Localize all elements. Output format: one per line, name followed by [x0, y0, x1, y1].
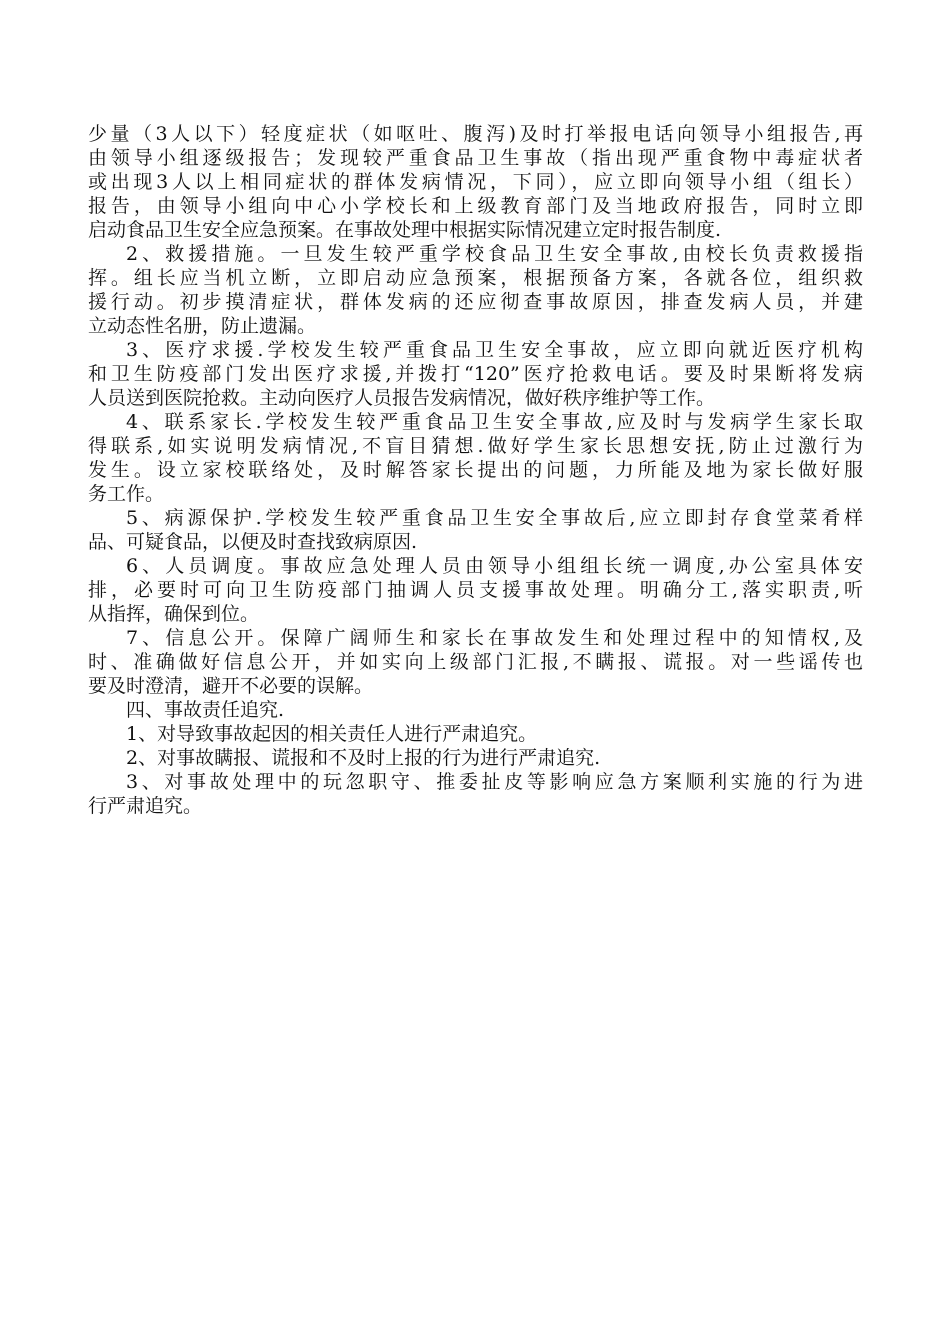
text-line: 或出现3人以上相同症状的群体发病情况，下同），应立即向领导小组（组长） — [88, 171, 863, 193]
paragraph-line: 6、人员调度。事故应急处理人员由领导小组组长统一调度,办公室具体安 — [126, 555, 863, 577]
text-line: 援行动。初步摸清症状，群体发病的还应彻查事故原因，排查发病人员，并建 — [88, 291, 863, 313]
text-line: 少量（3人以下）轻度症状（如呕吐、腹泻)及时打举报电话向领导小组报告,再 — [88, 123, 863, 145]
text-line: 立动态性名册，防止遗漏。 — [88, 315, 317, 337]
section-heading: 四、事故责任追究. — [126, 699, 285, 721]
text-line: 挥。组长应当机立断，立即启动应急预案，根据预备方案，各就各位，组织救 — [88, 267, 863, 289]
text-line: 务工作。 — [88, 483, 165, 505]
text-line: 启动食品卫生安全应急预案。在事故处理中根据实际情况建立定时报告制度. — [88, 219, 722, 241]
text-line: 行严肃追究。 — [88, 795, 203, 817]
text-line: 时、准确做好信息公开，并如实向上级部门汇报,不瞒报、谎报。对一些谣传也 — [88, 651, 863, 673]
paragraph-line: 2、救援措施。一旦发生较严重学校食品卫生安全事故,由校长负责救援指 — [126, 243, 863, 265]
paragraph-line: 4、联系家长.学校发生较严重食品卫生安全事故,应及时与发病学生家长取 — [126, 411, 863, 433]
text-line: 排，必要时可向卫生防疫部门抽调人员支援事故处理。明确分工,落实职责,听 — [88, 579, 863, 601]
paragraph-line: 3、对事故处理中的玩忽职守、推委扯皮等影响应急方案顺利实施的行为进 — [126, 771, 863, 793]
document-body — [88, 122, 863, 818]
text-line: 品、可疑食品，以便及时查找致病原因. — [88, 531, 418, 553]
text-line: 从指挥，确保到位。 — [88, 603, 260, 625]
paragraph-line: 7、信息公开。保障广阔师生和家长在事故发生和处理过程中的知情权,及 — [126, 627, 863, 649]
paragraph-line: 5、病源保护.学校发生较严重食品卫生安全事故后,应立即封存食堂菜肴样 — [126, 507, 863, 529]
text-line: 发生。设立家校联络处，及时解答家长提出的问题，力所能及地为家长做好服 — [88, 459, 863, 481]
paragraph-line: 1、对导致事故起因的相关责任人进行严肃追究。 — [126, 723, 538, 745]
text-line: 由领导小组逐级报告；发现较严重食品卫生事故（指出现严重食物中毒症状者 — [88, 147, 863, 169]
text-line: 人员送到医院抢救。主动向医疗人员报告发病情况，做好秩序维护等工作。 — [88, 387, 716, 409]
text-line: 和卫生防疫部门发出医疗求援,并拨打“120”医疗抢救电话。要及时果断将发病 — [88, 363, 863, 385]
paragraph-line: 3、医疗求援.学校发生较严重食品卫生安全事故，应立即向就近医疗机构 — [126, 339, 863, 361]
text-line: 报告，由领导小组向中心小学校长和上级教育部门及当地政府报告，同时立即 — [88, 195, 863, 217]
paragraph-line: 2、对事故瞒报、谎报和不及时上报的行为进行严肃追究. — [126, 747, 601, 769]
text-line: 得联系,如实说明发病情况,不盲目猜想.做好学生家长思想安抚,防止过激行为 — [88, 435, 863, 457]
text-line: 要及时澄清，避开不必要的误解。 — [88, 675, 374, 697]
